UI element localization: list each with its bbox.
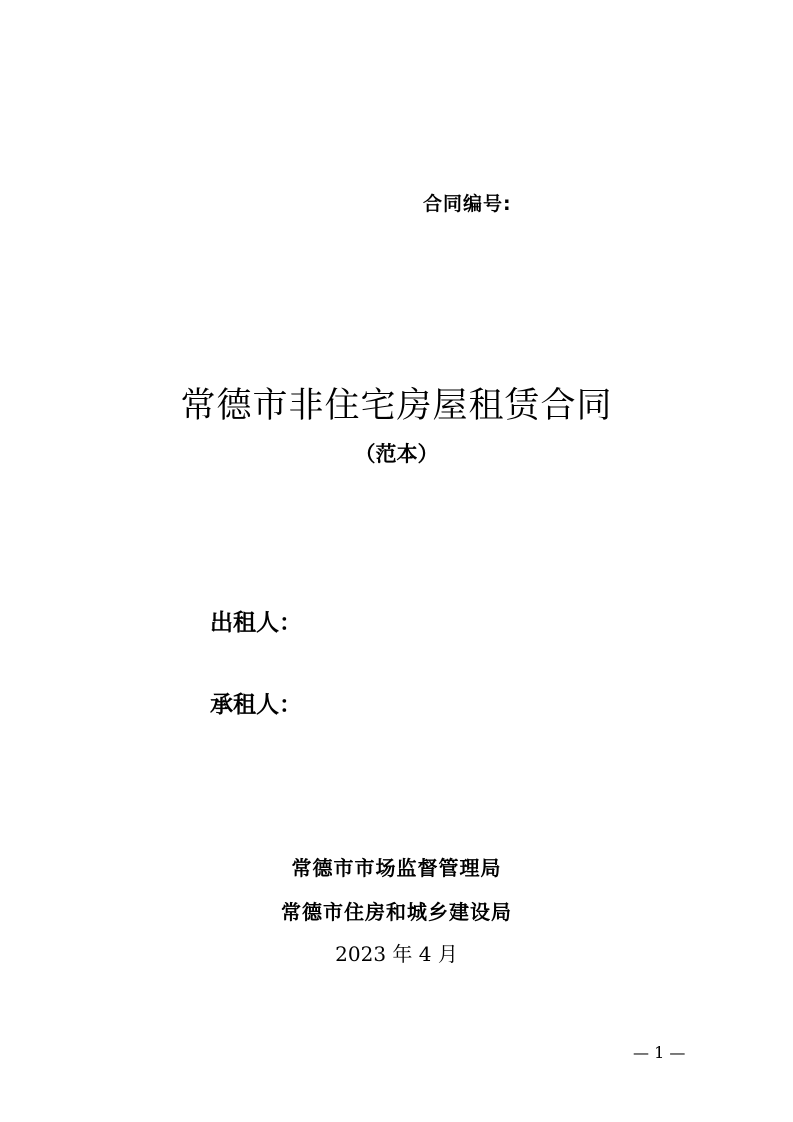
issue-date: 2023 年 4 月 bbox=[335, 942, 458, 966]
page-number: — 1 — bbox=[633, 1043, 686, 1062]
lessor-label: 出租人： bbox=[210, 610, 302, 636]
contract-number-label: 合同编号: bbox=[423, 193, 512, 215]
document-subtitle: （范本） bbox=[354, 442, 439, 466]
lessee-label: 承租人： bbox=[210, 692, 302, 718]
issuer-housing-construction: 常德市住房和城乡建设局 bbox=[281, 900, 512, 924]
document-title: 常德市非住宅房屋租赁合同 bbox=[180, 386, 613, 426]
issuer-market-regulation: 常德市市场监督管理局 bbox=[291, 856, 502, 880]
